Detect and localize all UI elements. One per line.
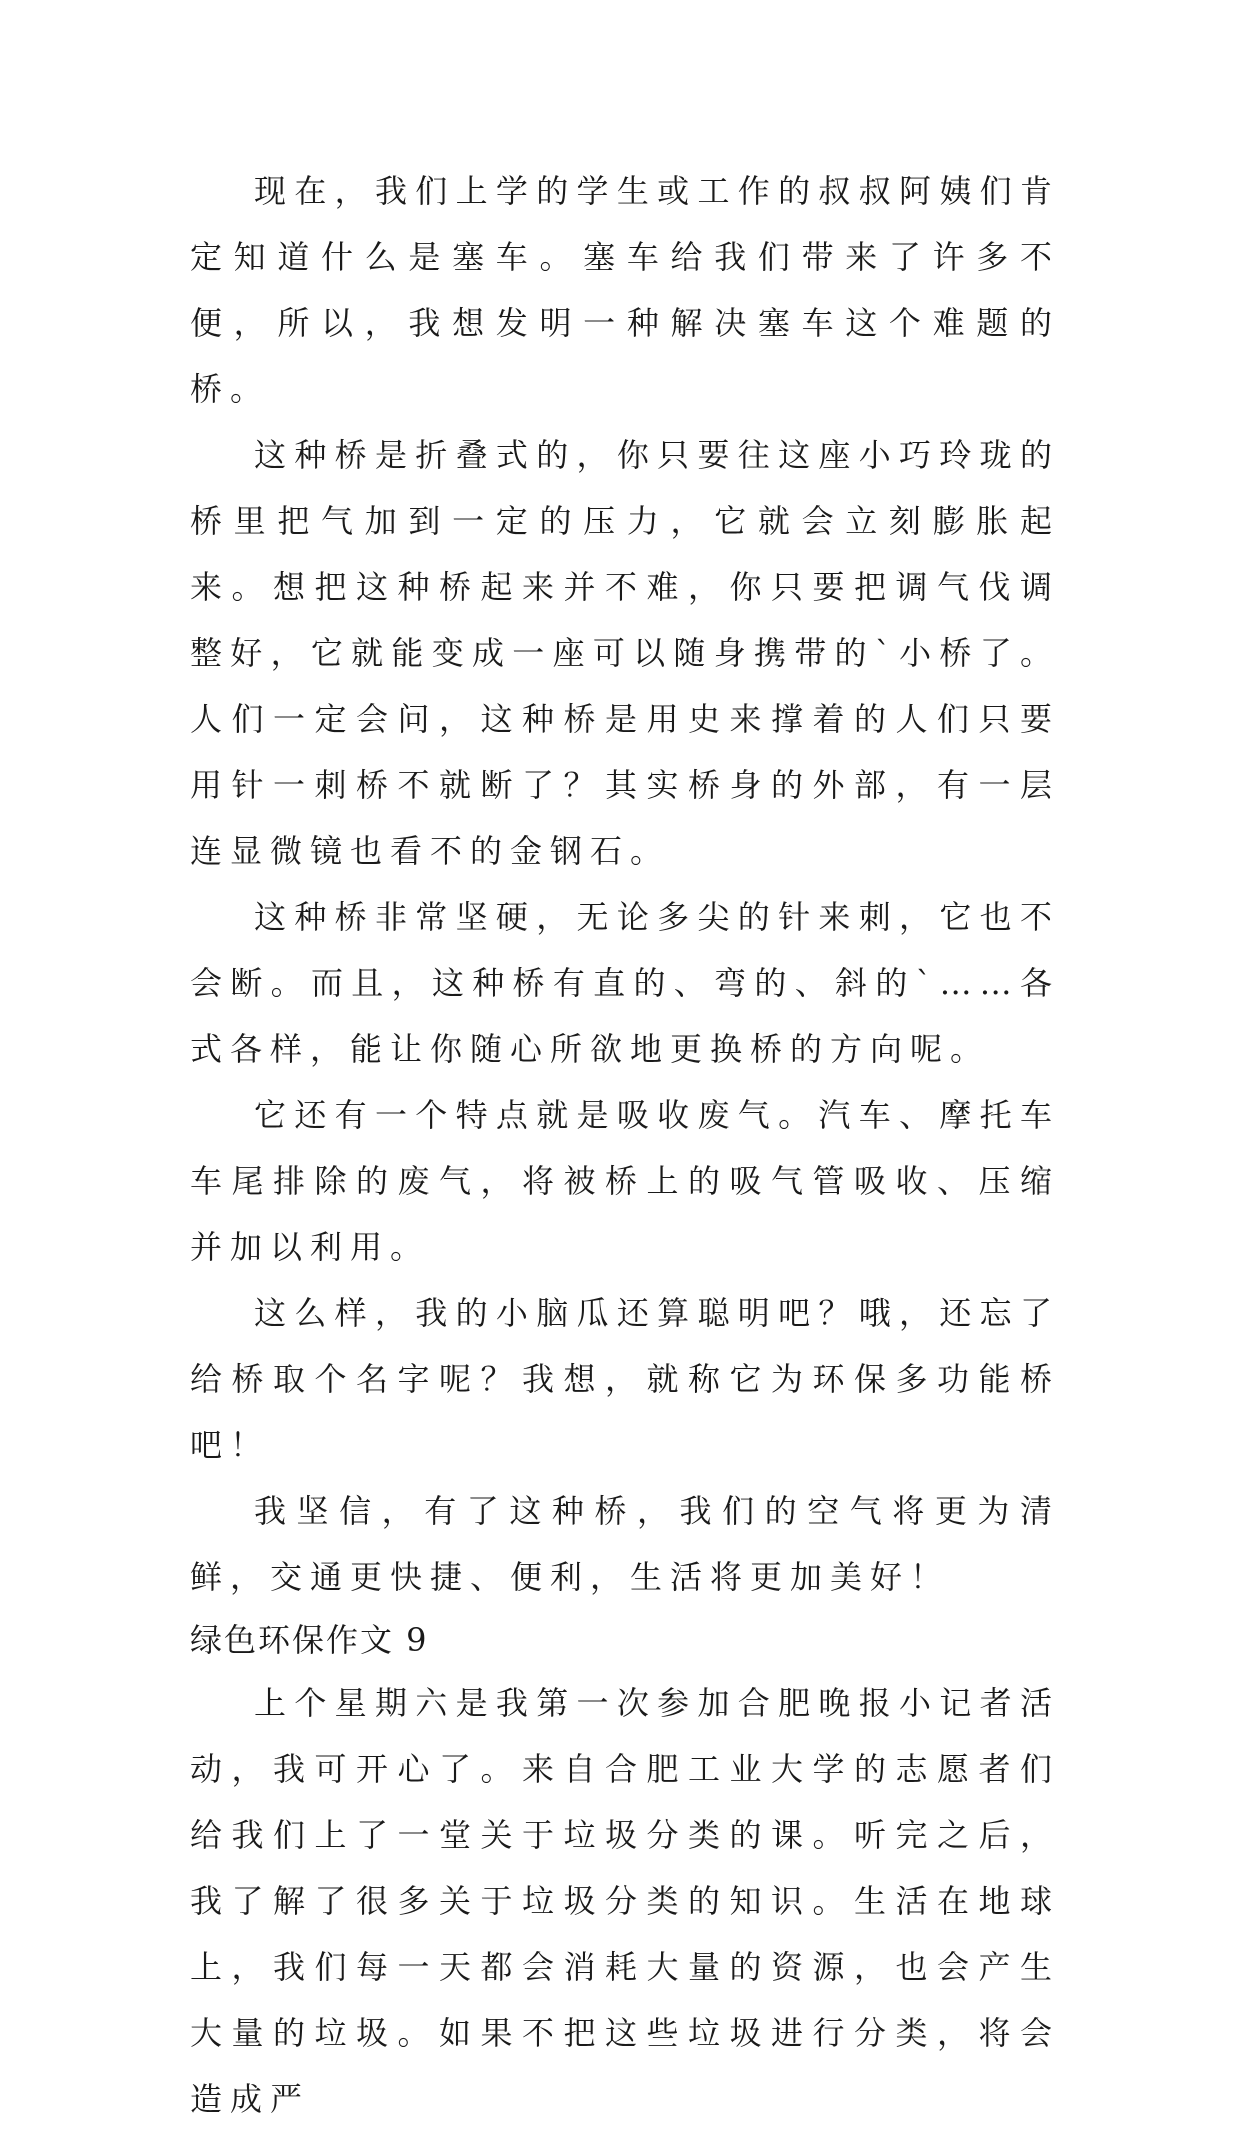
paragraph-hard-bridge: 这种桥非常坚硬，无论多尖的针来刺，它也不会断。而且，这种桥有直的、弯的、斜的`……各式各样，能让你随心所欲地更换桥的方向呢。 [190, 898, 1060, 1068]
document-body [190, 158, 1060, 2132]
paragraph-bridge-name: 这么样，我的小脑瓜还算聪明吧？哦，还忘了给桥取个名字呢？我想，就称它为环保多功能桥吧！ [190, 1294, 1060, 1464]
paragraph-exhaust-absorption: 它还有一个特点就是吸收废气。汽车、摩托车车尾排除的废气，将被桥上的吸气管吸收、压缩并加以利用。 [190, 1096, 1060, 1266]
paragraph-folding-bridge: 这种桥是折叠式的，你只要往这座小巧玲珑的桥里把气加到一定的压力，它就会立刻膨胀起来。想把这种桥起来并不难，你只要把调气伐调整好，它就能变成一座可以随身携带的`小桥了。人们一定会问，这种桥是用史来撑着的人们只要用针一刺桥不就断了？其实桥身的外部，有一层连显微镜也看不的金钢石。 [190, 436, 1060, 870]
paragraph-traffic-jam: 现在，我们上学的学生或工作的叔叔阿姨们肯定知道什么是塞车。塞车给我们带来了许多不便，所以，我想发明一种解决塞车这个难题的桥。 [190, 172, 1060, 408]
paragraph-garbage-sorting: 上个星期六是我第一次参加合肥晚报小记者活动，我可开心了。来自合肥工业大学的志愿者们给我们上了一堂关于垃圾分类的课。听完之后，我了解了很多关于垃圾分类的知识。生活在地球上，我们每一天都会消耗大量的资源，也会产生大量的垃圾。如果不把这些垃圾进行分类，将会造成严 [190, 1684, 1060, 2118]
section-heading: 绿色环保作文 9 [190, 1621, 429, 1659]
paragraph-conclusion: 我坚信，有了这种桥，我们的空气将更为清鲜，交通更快捷、便利，生活将更加美好！ [190, 1492, 1060, 1596]
